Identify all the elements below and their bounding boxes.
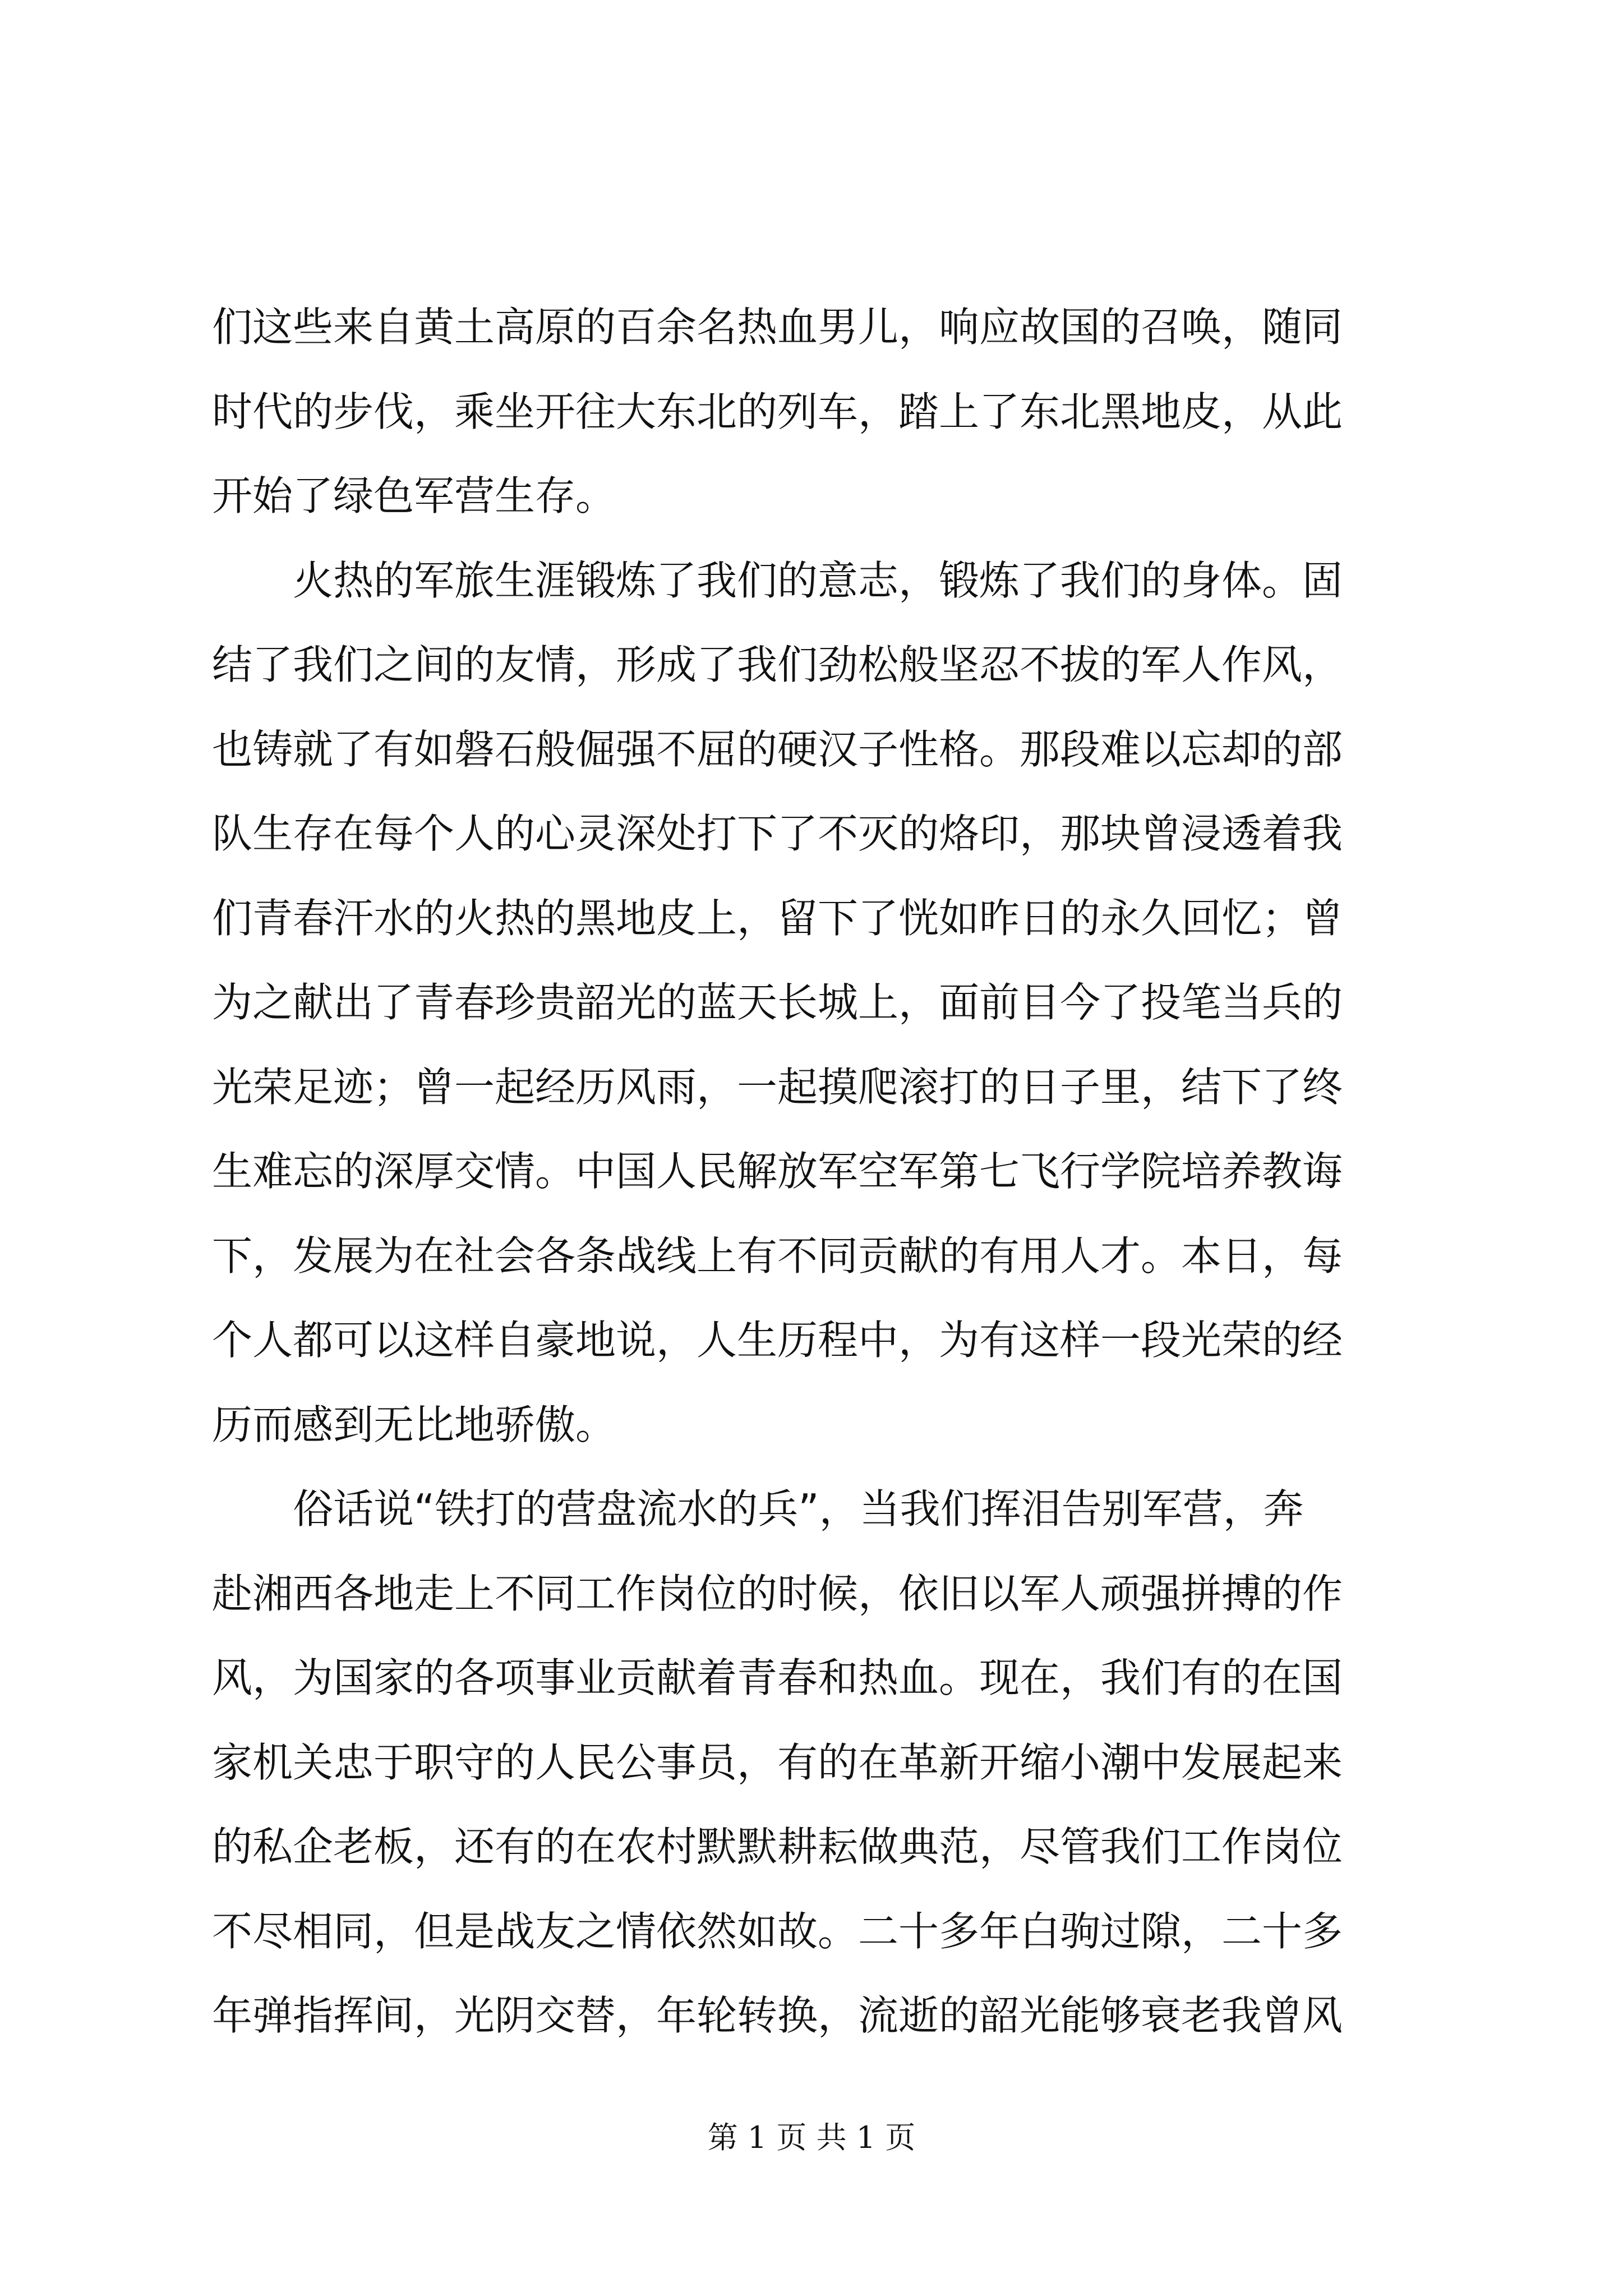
- text-line: 开始了绿色军营生存。: [212, 472, 616, 519]
- text-line: 下，发展为在社会各条战线上有不同贡献的有用人才。本日，每: [212, 1232, 1343, 1280]
- text-line: 队生存在每个人的心灵深处打下了不灭的烙印，那块曾浸透着我: [212, 810, 1343, 857]
- text-line: 们青春汗水的火热的黑地皮上，留下了恍如昨日的永久回忆；曾: [212, 894, 1343, 942]
- text-line: 俗话说“铁打的营盘流水的兵”，当我们挥泪告别军营，奔: [212, 1485, 1304, 1533]
- text-line: 光荣足迹；曾一起经历风雨，一起摸爬滚打的日子里，结下了终: [212, 1063, 1343, 1111]
- text-line: 结了我们之间的友情，形成了我们劲松般坚忍不拔的军人作风，: [212, 641, 1343, 688]
- page-number-footer: 第 1 页 共 1 页: [707, 2120, 916, 2155]
- text-line: 时代的步伐，乘坐开往大东北的列车，踏上了东北黑地皮，从此: [212, 388, 1343, 435]
- text-line: 火热的军旅生涯锻炼了我们的意志，锻炼了我们的身体。固: [212, 556, 1343, 604]
- text-line: 赴湘西各地走上不同工作岗位的时候，依旧以军人顽强拼搏的作: [212, 1570, 1343, 1617]
- text-line: 个人都可以这样自豪地说，人生历程中，为有这样一段光荣的经: [212, 1317, 1343, 1364]
- text-line: 不尽相同，但是战友之情依然如故。二十多年白驹过隙，二十多: [212, 1907, 1343, 1955]
- text-line: 生难忘的深厚交情。中国人民解放军空军第七飞行学院培养教诲: [212, 1148, 1343, 1195]
- text-line: 的私企老板，还有的在农村默默耕耘做典范，尽管我们工作岗位: [212, 1823, 1343, 1870]
- text-line: 年弹指挥间，光阴交替，年轮转换，流逝的韶光能够衰老我曾风: [212, 1992, 1343, 2039]
- text-line: 为之献出了青春珍贵韶光的蓝天长城上，面前目今了投笔当兵的: [212, 979, 1343, 1026]
- document-body: [212, 285, 1423, 2058]
- text-line: 们这些来自黄土高原的百余名热血男儿，响应故国的召唤，随同: [212, 303, 1343, 351]
- text-line: 家机关忠于职守的人民公事员，有的在革新开缩小潮中发展起来: [212, 1738, 1343, 1786]
- text-line: 风，为国家的各项事业贡献着青春和热血。现在，我们有的在国: [212, 1654, 1343, 1701]
- text-line: 历而感到无比地骄傲。: [212, 1401, 616, 1448]
- text-line: 也铸就了有如磐石般倔强不屈的硬汉子性格。那段难以忘却的部: [212, 725, 1343, 773]
